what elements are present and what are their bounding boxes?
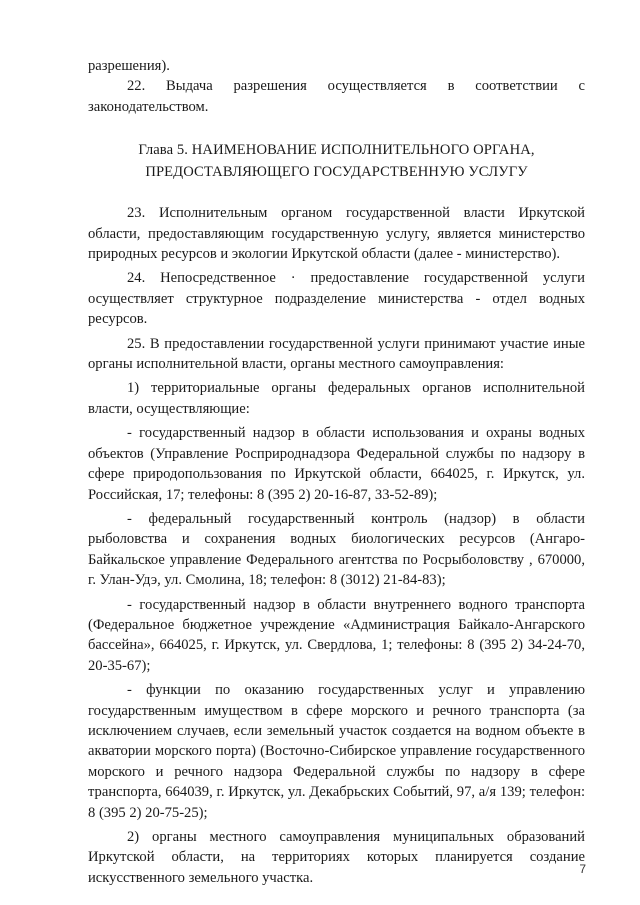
chapter-heading-line-1: Глава 5. НАИМЕНОВАНИЕ ИСПОЛНИТЕЛЬНОГО ОРГАНА, bbox=[138, 142, 535, 159]
continued-text: разрешения). bbox=[88, 58, 170, 74]
list-item-1a: - государственный надзор в области использования и охраны водных объектов (Управление Росприроднадзора Федеральной службы по надзору в сфере природопользования по Иркутской области, 664025, г. Иркутск, ул. Российская, 17; телефоны: 8 (395 2) 20-16-87, 33-52-89); bbox=[88, 425, 585, 503]
list-item-1c: - государственный надзор в области внутреннего водного транспорта (Федеральное бюджетное учреждение «Администрация Байкало-Ангарского бассейна», 664025, г. Иркутск, ул. Свердлова, 1; телефоны: 8 (395 2) 34-24-70, 20-35-67); bbox=[88, 596, 585, 674]
list-item-1b: - федеральный государственный контроль (надзор) в области рыболовства и сохранения водных биологических ресурсов (Ангаро-Байкальское управление Федерального агентства по Росрыболовству , 670000, г. Улан-Удэ, ул. Смолина, 18; телефон: 8 (3012) 21-84-83); bbox=[88, 510, 585, 589]
list-item-2: 2) органы местного самоуправления муниципальных образований Иркутской области, на территориях которых планируется создание искусственного земельного участка. bbox=[88, 829, 585, 886]
document-body bbox=[88, 56, 585, 888]
paragraph-22: 22. Выдача разрешения осуществляется в соответствии с законодательством. bbox=[88, 78, 585, 115]
paragraph-25: 25. В предоставлении государственной услуги принимают участие иные органы исполнительной власти, органы местного самоуправления: bbox=[88, 335, 585, 373]
chapter-heading-line-2: ПРЕДОСТАВЛЯЮЩЕГО ГОСУДАРСТВЕННУЮ УСЛУГУ bbox=[145, 164, 528, 181]
paragraph-23: 23. Исполнительным органом государственной власти Иркутской области, предоставляющим государственную услугу, является министерство природных ресурсов и экологии Иркутской области (далее - министерство). bbox=[88, 205, 585, 263]
list-item-1: 1) территориальные органы федеральных органов исполнительной власти, осуществляющие: bbox=[88, 380, 585, 417]
page-number: 7 bbox=[579, 862, 586, 876]
list-item-1d: - функции по оказанию государственных услуг и управлению государственным имуществом в сфере морского и речного транспорта (за исключением случаев, если земельный участок создается на водном объекте в акватории морского порта) (Восточно-Сибирское управление государственного морского и речного надзора Федеральной службы по надзору в сфере транспорта, 664039, г. Иркутск, ул. Декабрьских Событий, 97, а/я 139; телефон: 8 (395 2) 20-75-25); bbox=[88, 682, 585, 821]
paragraph-24: 24. Непосредственное · предоставление государственной услуги осуществляет структурное подразделение министерства - отдел водных ресурсов. bbox=[88, 270, 585, 328]
